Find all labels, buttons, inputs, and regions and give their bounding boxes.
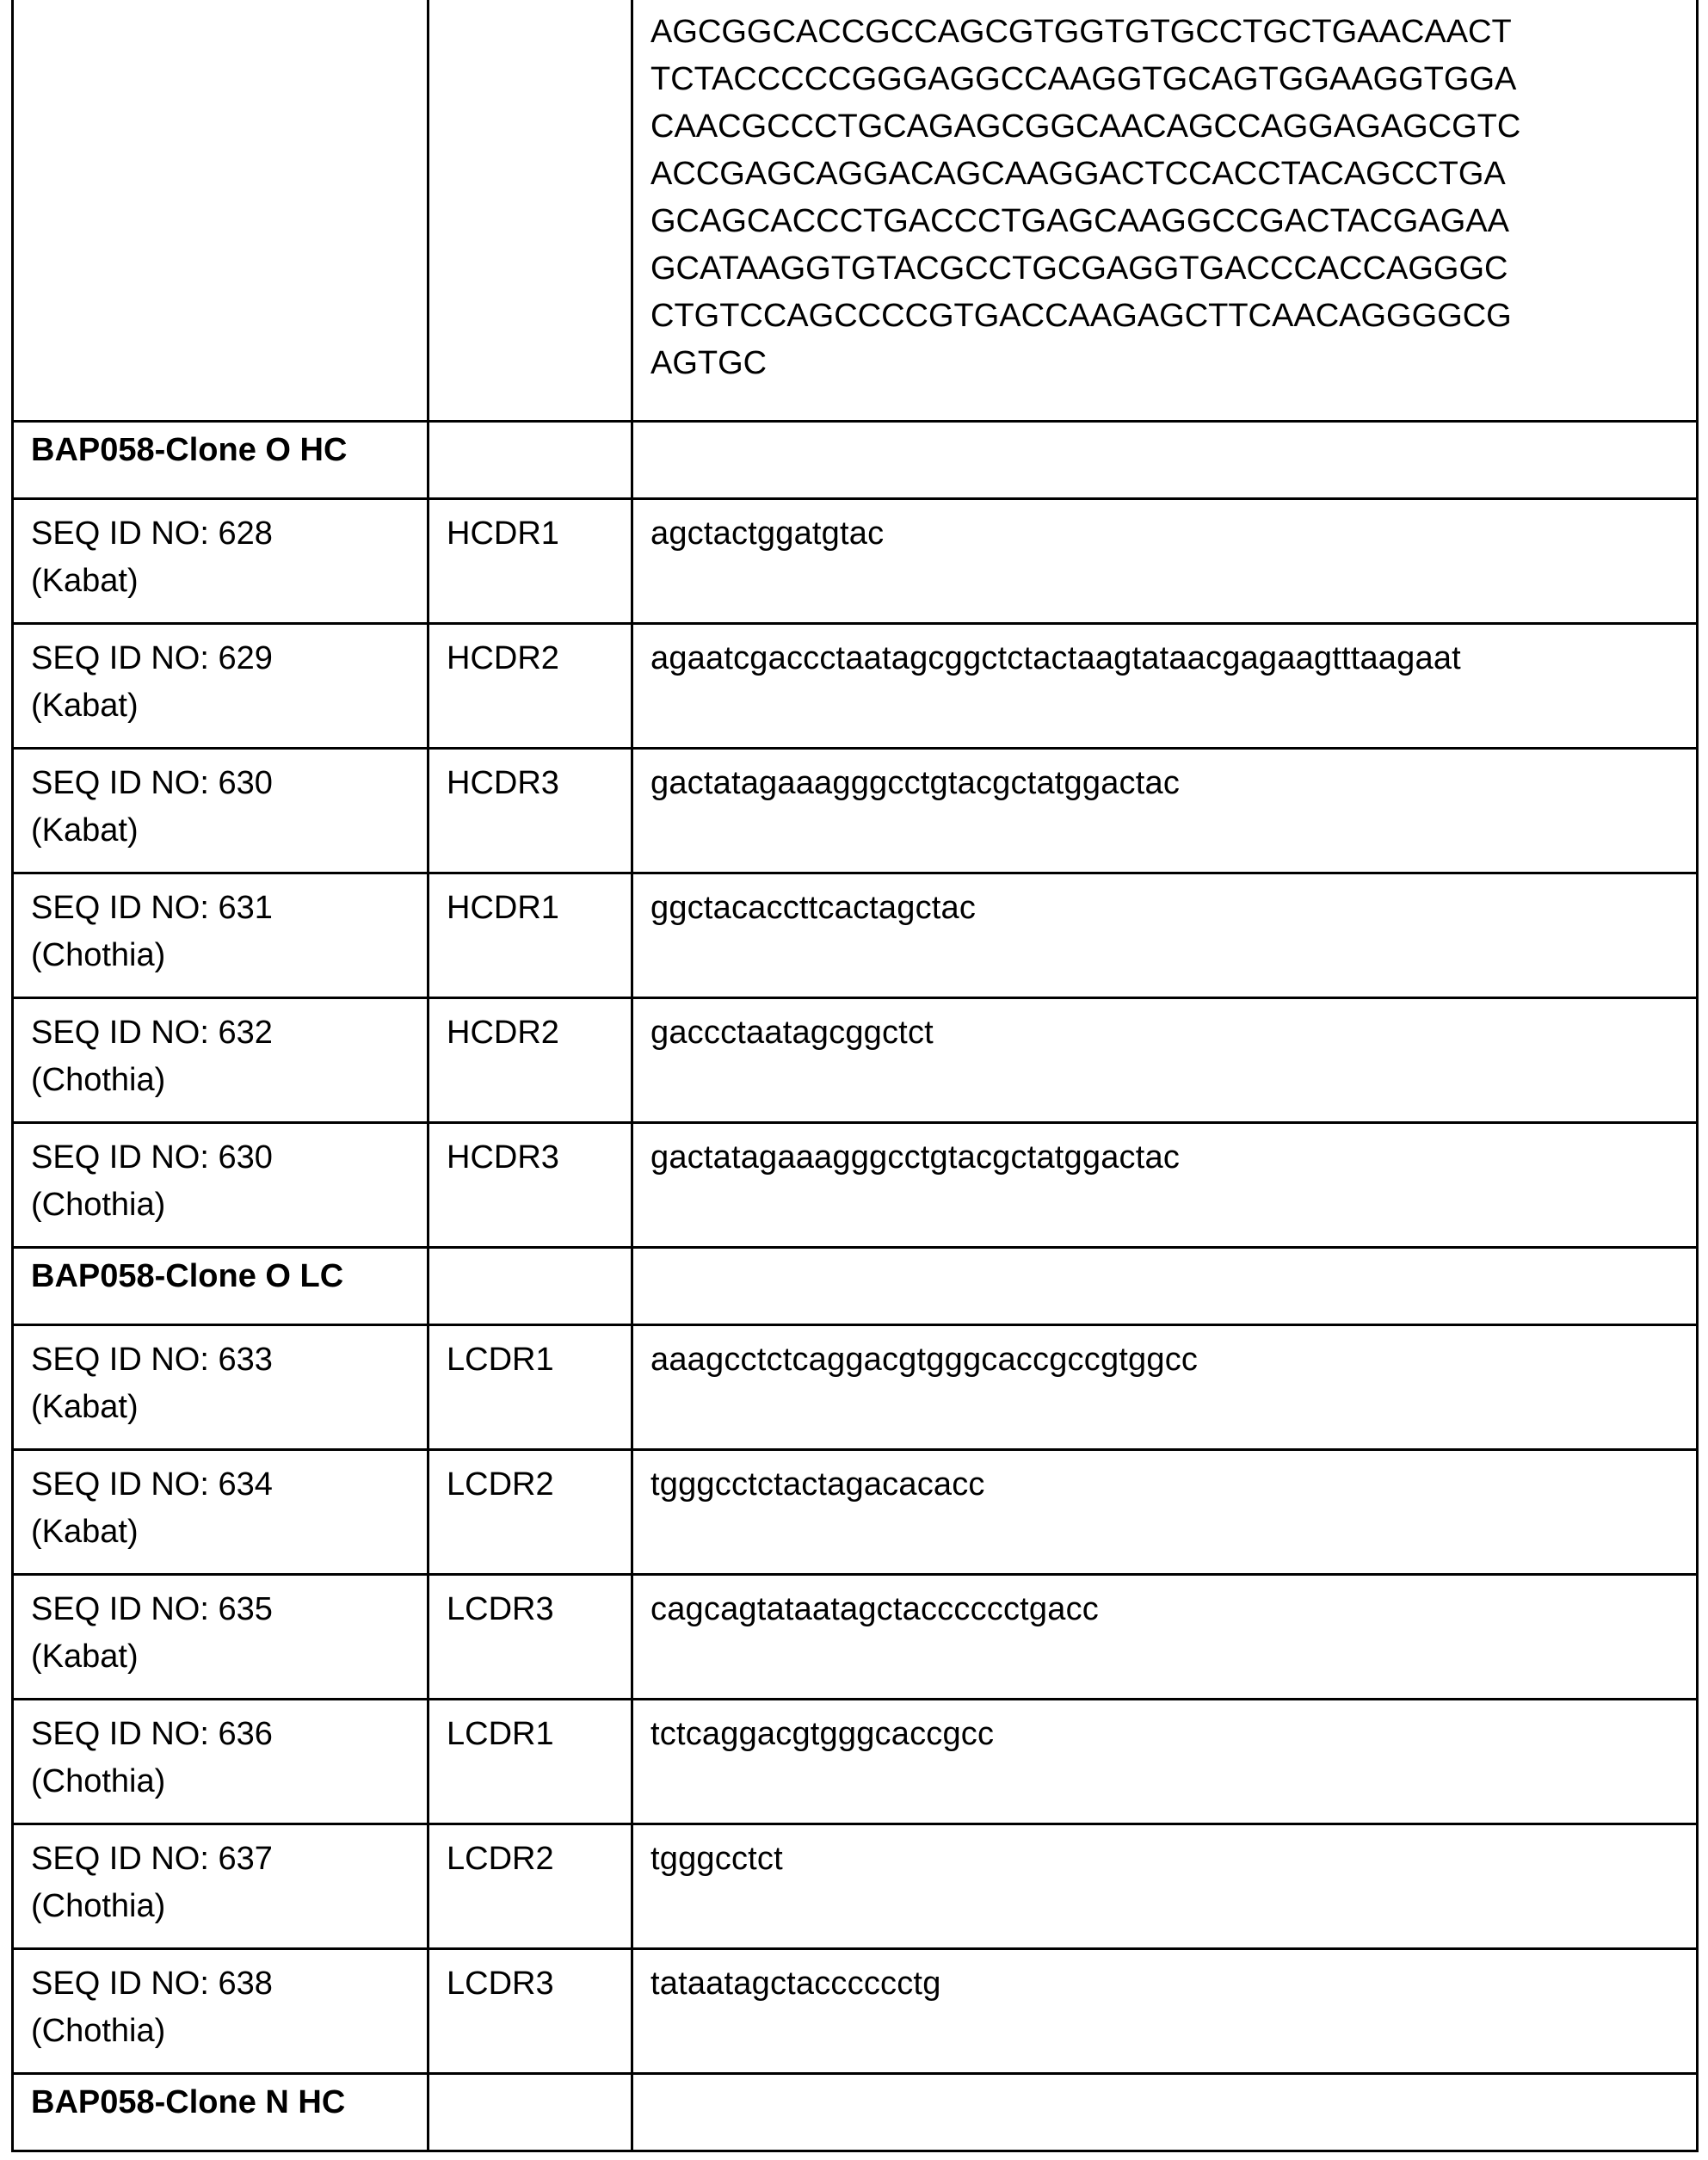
section-header-row xyxy=(13,422,1698,499)
sequence-line: CTGTCCAGCCCCGTGACCAAGAGCTTCAACAGGGGCG xyxy=(651,293,1679,340)
sequence-line: ACCGAGCAGGACAGCAAGGACTCCACCTACAGCCTGA xyxy=(651,151,1679,198)
continued-sequence-row xyxy=(13,0,1698,422)
seq-id: SEQ ID NO: 628 xyxy=(31,510,410,558)
sequence-cell: tgggcctct xyxy=(632,1824,1698,1949)
empty-cell xyxy=(429,422,632,499)
sequence-cell: aaagcctctcaggacgtgggcaccgccgtggcc xyxy=(632,1325,1698,1450)
seq-id: SEQ ID NO: 634 xyxy=(31,1461,410,1509)
sequence-cell: gactatagaaagggcctgtacgctatggactac xyxy=(632,749,1698,873)
numbering-scheme: (Chothia) xyxy=(31,2008,410,2055)
empty-cell xyxy=(429,0,632,422)
seq-id: SEQ ID NO: 630 xyxy=(31,1134,410,1182)
region-cell: LCDR2 xyxy=(429,1450,632,1575)
sequence-cell: tgggcctctactagacacacc xyxy=(632,1450,1698,1575)
seq-id: SEQ ID NO: 631 xyxy=(31,885,410,932)
empty-cell xyxy=(632,422,1698,499)
sequence-table xyxy=(11,0,1699,2152)
region-cell: HCDR3 xyxy=(429,749,632,873)
seq-id: SEQ ID NO: 638 xyxy=(31,1960,410,2008)
seq-id-cell xyxy=(13,1123,429,1248)
sequence-line: AGTGC xyxy=(651,340,1679,387)
seq-id-cell xyxy=(13,1575,429,1700)
seq-id-cell xyxy=(13,624,429,749)
seq-id: SEQ ID NO: 630 xyxy=(31,760,410,807)
sequence-cell: cagcagtataatagctacccccctgacc xyxy=(632,1575,1698,1700)
seq-id-cell xyxy=(13,499,429,624)
sequence-line: TCTACCCCCGGGAGGCCAAGGTGCAGTGGAAGGTGGA xyxy=(651,56,1679,103)
numbering-scheme: (Kabat) xyxy=(31,1509,410,1556)
seq-id-cell xyxy=(13,1700,429,1824)
numbering-scheme: (Kabat) xyxy=(31,1384,410,1431)
seq-id-cell xyxy=(13,1824,429,1949)
sequence-cell: agctactggatgtac xyxy=(632,499,1698,624)
table-row xyxy=(13,1325,1698,1450)
sequence-cell: ggctacaccttcactagctac xyxy=(632,873,1698,998)
table-row xyxy=(13,873,1698,998)
seq-id-cell xyxy=(13,1949,429,2074)
empty-cell xyxy=(429,2074,632,2151)
sequence-line: CAACGCCCTGCAGAGCGGCAACAGCCAGGAGAGCGTC xyxy=(651,103,1679,151)
region-cell: LCDR1 xyxy=(429,1325,632,1450)
numbering-scheme: (Chothia) xyxy=(31,1182,410,1229)
numbering-scheme: (Kabat) xyxy=(31,807,410,855)
numbering-scheme: (Kabat) xyxy=(31,682,410,730)
numbering-scheme: (Chothia) xyxy=(31,1057,410,1104)
table-row xyxy=(13,1123,1698,1248)
numbering-scheme: (Kabat) xyxy=(31,1633,410,1681)
region-cell: HCDR2 xyxy=(429,624,632,749)
table-row xyxy=(13,499,1698,624)
seq-id: SEQ ID NO: 629 xyxy=(31,635,410,682)
empty-cell xyxy=(429,1248,632,1325)
numbering-scheme: (Chothia) xyxy=(31,932,410,979)
seq-id-cell xyxy=(13,1325,429,1450)
section-header-row xyxy=(13,1248,1698,1325)
seq-id-cell xyxy=(13,1450,429,1575)
section-title: BAP058-Clone O HC xyxy=(13,422,429,499)
sequence-cell: tataatagctacccccctg xyxy=(632,1949,1698,2074)
region-cell: HCDR1 xyxy=(429,873,632,998)
table-row xyxy=(13,1824,1698,1949)
table-row xyxy=(13,624,1698,749)
table-row xyxy=(13,749,1698,873)
empty-cell xyxy=(632,2074,1698,2151)
numbering-scheme: (Chothia) xyxy=(31,1758,410,1805)
table-row xyxy=(13,1949,1698,2074)
section-title: BAP058-Clone N HC xyxy=(13,2074,429,2151)
sequence-cell: tctcaggacgtgggcaccgcc xyxy=(632,1700,1698,1824)
table-row xyxy=(13,1450,1698,1575)
seq-id: SEQ ID NO: 635 xyxy=(31,1586,410,1633)
table-row xyxy=(13,1700,1698,1824)
seq-id: SEQ ID NO: 632 xyxy=(31,1009,410,1057)
table-row xyxy=(13,998,1698,1123)
region-cell: LCDR3 xyxy=(429,1575,632,1700)
seq-id-cell xyxy=(13,998,429,1123)
continued-sequence-cell xyxy=(632,0,1698,422)
sequence-line: AGCGGCACCGCCAGCGTGGTGTGCCTGCTGAACAACT xyxy=(651,9,1679,56)
sequence-cell: agaatcgaccctaatagcggctctactaagtataacgagaagtttaagaat xyxy=(632,624,1698,749)
region-cell: LCDR1 xyxy=(429,1700,632,1824)
seq-id: SEQ ID NO: 636 xyxy=(31,1711,410,1758)
region-cell: HCDR3 xyxy=(429,1123,632,1248)
region-cell: LCDR2 xyxy=(429,1824,632,1949)
numbering-scheme: (Chothia) xyxy=(31,1883,410,1930)
seq-id: SEQ ID NO: 637 xyxy=(31,1836,410,1883)
empty-cell xyxy=(632,1248,1698,1325)
sequence-cell: gaccctaatagcggctct xyxy=(632,998,1698,1123)
sequence-line: GCAGCACCCTGACCCTGAGCAAGGCCGACTACGAGAA xyxy=(651,198,1679,245)
region-cell: HCDR1 xyxy=(429,499,632,624)
table-row xyxy=(13,1575,1698,1700)
empty-cell xyxy=(13,0,429,422)
region-cell: HCDR2 xyxy=(429,998,632,1123)
numbering-scheme: (Kabat) xyxy=(31,558,410,605)
seq-id-cell xyxy=(13,873,429,998)
region-cell: LCDR3 xyxy=(429,1949,632,2074)
sequence-cell: gactatagaaagggcctgtacgctatggactac xyxy=(632,1123,1698,1248)
seq-id: SEQ ID NO: 633 xyxy=(31,1336,410,1384)
section-title: BAP058-Clone O LC xyxy=(13,1248,429,1325)
seq-id-cell xyxy=(13,749,429,873)
sequence-line: GCATAAGGTGTACGCCTGCGAGGTGACCCACCAGGGC xyxy=(651,245,1679,293)
section-header-row xyxy=(13,2074,1698,2151)
